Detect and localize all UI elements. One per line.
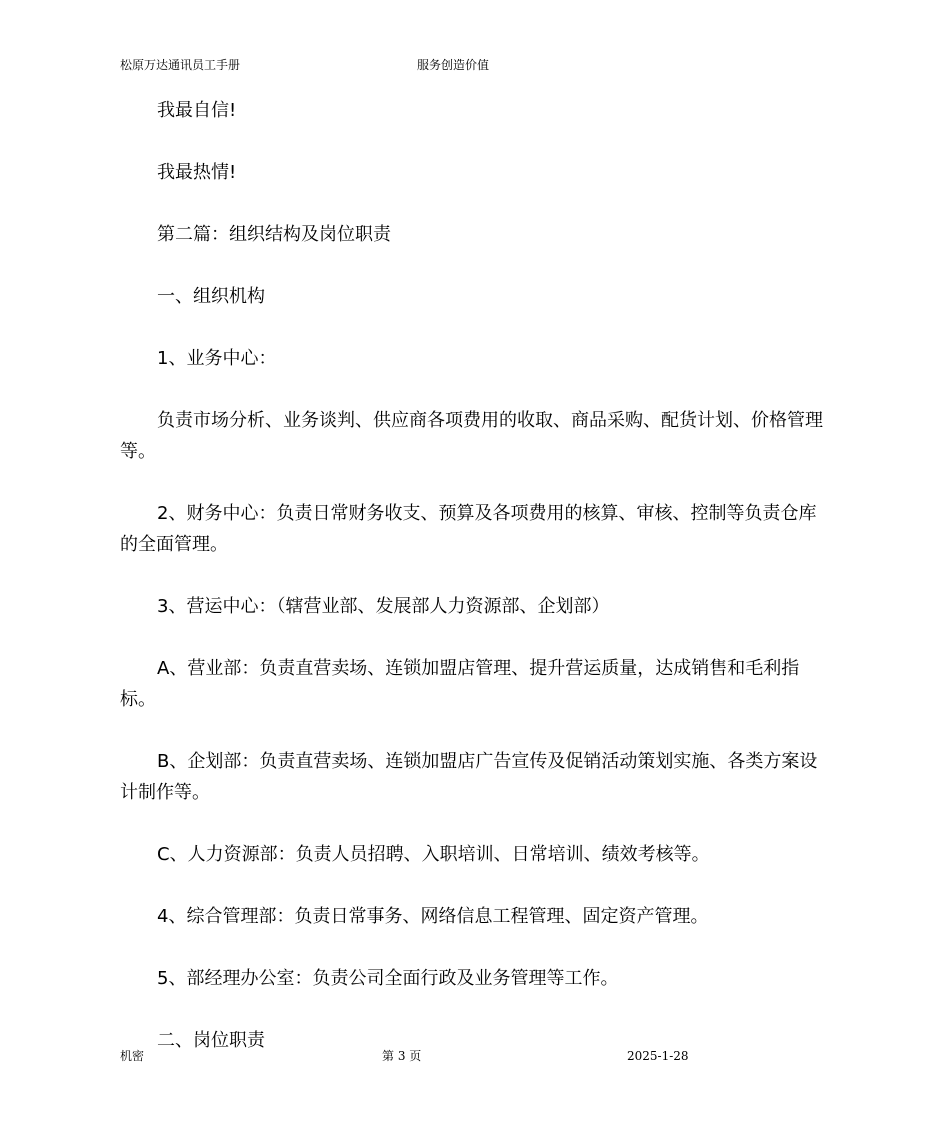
document-body [120, 95, 832, 1087]
section-heading-duties: 二、岗位职责 [157, 1030, 265, 1051]
paragraph-enthusiastic: 我最热情! [157, 162, 237, 183]
header-manual-title: 松原万达通讯员工手册 [120, 58, 241, 72]
header-slogan: 服务创造价值 [417, 58, 490, 72]
item-business-center: 1、业务中心： [157, 348, 277, 369]
item-operations-center: 3、营运中心：（辖营业部、发展部人力资源部、企划部） [157, 596, 610, 617]
section-heading-organization: 一、组织机构 [157, 286, 265, 307]
item-sales-department: A、营业部：负责直营卖场、连锁加盟店管理、提升营运质量，达成销售和毛利指标。 [120, 658, 800, 710]
footer-date: 2025-1-28 [627, 1049, 689, 1063]
item-general-management: 4、综合管理部：负责日常事务、网络信息工程管理、固定资产管理。 [157, 906, 709, 927]
item-finance-center: 2、财务中心：负责日常财务收支、预算及各项费用的核算、审核、控制等负责仓库的全面管理。 [120, 503, 817, 555]
item-hr-department: C、人力资源部：负责人员招聘、入职培训、日常培训、绩效考核等。 [157, 844, 710, 865]
item-planning-department: B、企划部：负责直营卖场、连锁加盟店广告宣传及促销活动策划实施、各类方案设计制作等。 [120, 751, 818, 803]
business-center-duties: 负责市场分析、业务谈判、供应商各项费用的收取、商品采购、配货计划、价格管理等。 [120, 410, 823, 462]
footer-page-number: 第 3 页 [382, 1049, 422, 1063]
paragraph-confident: 我最自信! [157, 100, 237, 121]
chapter-heading: 第二篇：组织结构及岗位职责 [157, 224, 391, 245]
footer-confidential: 机密 [120, 1049, 145, 1063]
item-manager-office: 5、部经理办公室：负责公司全面行政及业务管理等工作。 [157, 968, 619, 989]
